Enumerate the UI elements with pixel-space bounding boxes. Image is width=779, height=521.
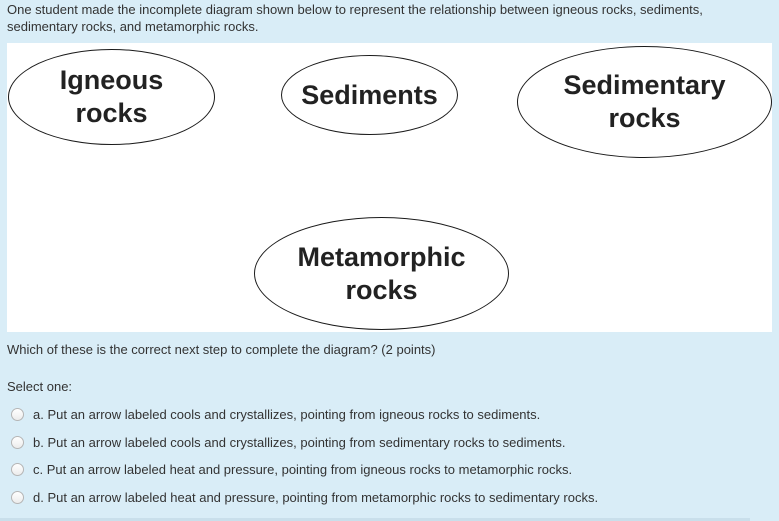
option-c[interactable]: [11, 456, 711, 484]
radio-button-d[interactable]: [11, 491, 24, 504]
question-text: One student made the incomplete diagram shown below to represent the relationship between igneous rocks, sediments, sedimentary rocks, and metamorphic rocks.: [7, 2, 703, 34]
igneous-rocks-label: Igneous rocks: [59, 65, 164, 128]
question-prompt: Which of these is the correct next step to complete the diagram? (2 points): [7, 342, 436, 357]
radio-button-c[interactable]: [11, 463, 24, 476]
metamorphic-rocks-node: [254, 217, 509, 330]
answer-options: [11, 401, 711, 511]
rock-cycle-diagram: [7, 43, 772, 332]
option-a-label[interactable]: a. Put an arrow labeled cools and crystallizes, pointing from igneous rocks to sediments.: [33, 407, 541, 423]
option-b-label[interactable]: b. Put an arrow labeled cools and crystallizes, pointing from sedimentary rocks to sediments.: [33, 434, 566, 450]
metamorphic-rocks-label: Metamorphic rocks: [297, 241, 466, 305]
radio-button-b[interactable]: [11, 436, 24, 449]
sediments-node: [281, 55, 458, 135]
sedimentary-rocks-node: [517, 46, 772, 158]
sediments-label: Sediments: [301, 79, 438, 110]
option-a[interactable]: [11, 401, 711, 429]
option-d[interactable]: [11, 484, 711, 512]
option-d-label[interactable]: d. Put an arrow labeled heat and pressure, pointing from metamorphic rocks to sedimentary rocks.: [33, 490, 599, 506]
select-one-label: Select one:: [7, 379, 73, 394]
radio-button-a[interactable]: [11, 408, 24, 421]
option-c-label[interactable]: c. Put an arrow labeled heat and pressure, pointing from igneous rocks to metamorphic rocks.: [33, 462, 573, 478]
sedimentary-rocks-label: Sedimentary rocks: [563, 70, 726, 133]
igneous-rocks-node: [8, 49, 215, 145]
option-b[interactable]: [11, 429, 711, 457]
